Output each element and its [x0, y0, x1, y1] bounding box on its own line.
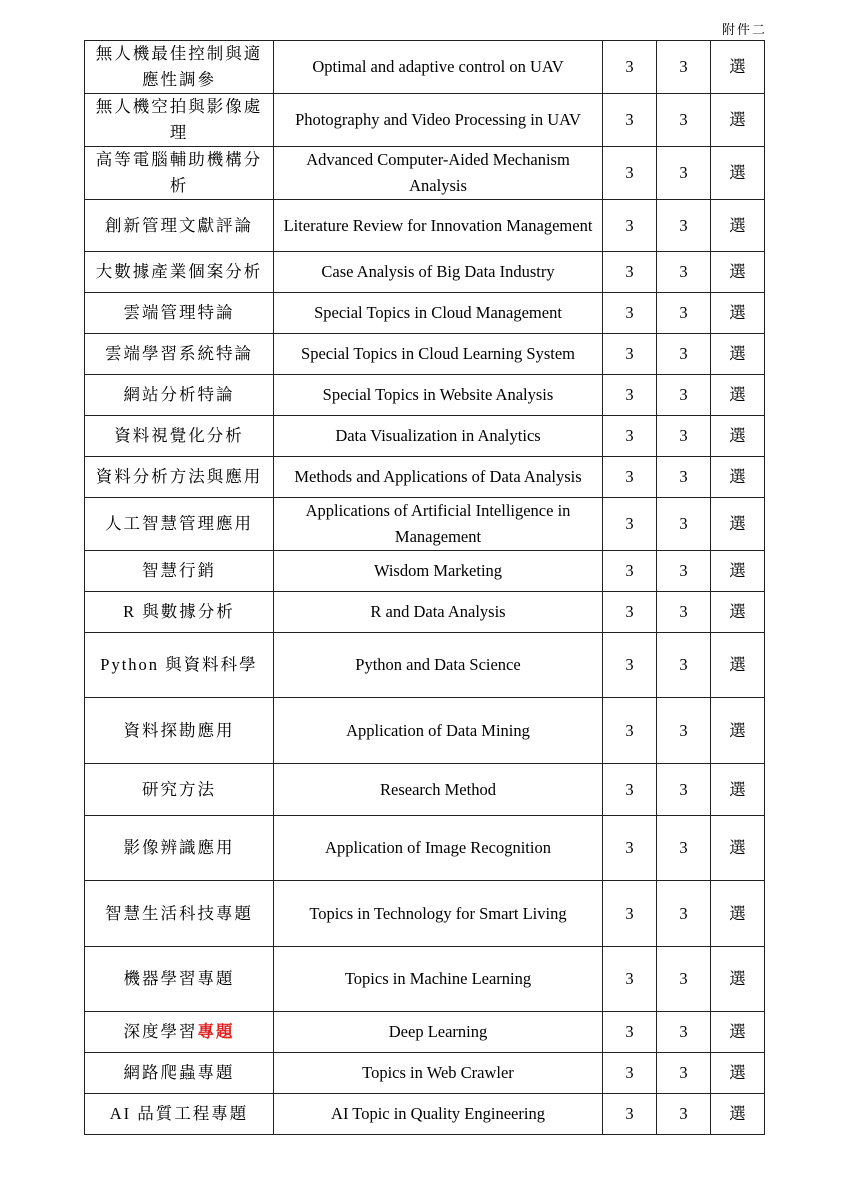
- course-type-cell: 選: [711, 375, 765, 416]
- course-name-zh: 雲端管理特論: [85, 293, 274, 334]
- course-name-en: Case Analysis of Big Data Industry: [274, 252, 603, 293]
- course-name-zh: 高等電腦輔助機構分析: [85, 147, 274, 200]
- course-type-cell: 選: [711, 551, 765, 592]
- hours-cell: 3: [657, 334, 711, 375]
- course-type-cell: 選: [711, 147, 765, 200]
- hours-cell: 3: [657, 416, 711, 457]
- credits-cell: 3: [603, 633, 657, 698]
- course-name-en: Special Topics in Cloud Learning System: [274, 334, 603, 375]
- course-name-en: Optimal and adaptive control on UAV: [274, 41, 603, 94]
- course-name-en: AI Topic in Quality Engineering: [274, 1094, 603, 1135]
- hours-cell: 3: [657, 498, 711, 551]
- table-row: [85, 1012, 765, 1053]
- course-name-zh: AI 品質工程專題: [85, 1094, 274, 1135]
- course-name-zh: 研究方法: [85, 764, 274, 816]
- credits-cell: 3: [603, 375, 657, 416]
- course-name-zh: 智慧行銷: [85, 551, 274, 592]
- hours-cell: 3: [657, 633, 711, 698]
- course-name-zh: R 與數據分析: [85, 592, 274, 633]
- course-type-cell: 選: [711, 698, 765, 764]
- course-name-zh-main: 深度學習: [123, 1022, 198, 1041]
- hours-cell: 3: [657, 94, 711, 147]
- credits-cell: 3: [603, 498, 657, 551]
- course-name-en: Python and Data Science: [274, 633, 603, 698]
- credits-cell: 3: [603, 1012, 657, 1053]
- table-row: [85, 457, 765, 498]
- credits-cell: 3: [603, 293, 657, 334]
- course-type-cell: 選: [711, 1012, 765, 1053]
- hours-cell: 3: [657, 764, 711, 816]
- credits-cell: 3: [603, 698, 657, 764]
- course-name-en: Special Topics in Website Analysis: [274, 375, 603, 416]
- credits-cell: 3: [603, 200, 657, 252]
- hours-cell: 3: [657, 252, 711, 293]
- course-name-zh: Python 與資料科學: [85, 633, 274, 698]
- hours-cell: 3: [657, 1094, 711, 1135]
- course-name-zh-highlight: 專題: [197, 1022, 235, 1041]
- credits-cell: 3: [603, 94, 657, 147]
- credits-cell: 3: [603, 41, 657, 94]
- table-row: [85, 1053, 765, 1094]
- hours-cell: 3: [657, 592, 711, 633]
- credits-cell: 3: [603, 816, 657, 881]
- course-name-en: Application of Image Recognition: [274, 816, 603, 881]
- course-type-cell: 選: [711, 816, 765, 881]
- table-row: [85, 41, 765, 94]
- course-name-zh: 雲端學習系統特論: [85, 334, 274, 375]
- table-row: [85, 633, 765, 698]
- table-row: [85, 293, 765, 334]
- table-row: [85, 416, 765, 457]
- hours-cell: 3: [657, 457, 711, 498]
- course-name-en: Advanced Computer-Aided Mechanism Analysis: [274, 147, 603, 200]
- course-type-cell: 選: [711, 94, 765, 147]
- course-type-cell: 選: [711, 633, 765, 698]
- credits-cell: 3: [603, 147, 657, 200]
- course-name-zh: 網站分析特論: [85, 375, 274, 416]
- credits-cell: 3: [603, 947, 657, 1012]
- hours-cell: 3: [657, 947, 711, 1012]
- course-table: [84, 40, 765, 1135]
- course-name-en: Research Method: [274, 764, 603, 816]
- table-row: [85, 147, 765, 200]
- credits-cell: 3: [603, 252, 657, 293]
- course-name-zh: 資料分析方法與應用: [85, 457, 274, 498]
- table-row: [85, 200, 765, 252]
- course-type-cell: 選: [711, 334, 765, 375]
- hours-cell: 3: [657, 1012, 711, 1053]
- table-row: [85, 498, 765, 551]
- hours-cell: 3: [657, 293, 711, 334]
- course-name-zh: 無人機最佳控制與適應性調參: [85, 41, 274, 94]
- course-name-en: Data Visualization in Analytics: [274, 416, 603, 457]
- credits-cell: 3: [603, 592, 657, 633]
- attachment-label: 附件二: [721, 22, 767, 37]
- hours-cell: 3: [657, 816, 711, 881]
- course-name-en: R and Data Analysis: [274, 592, 603, 633]
- table-row: [85, 334, 765, 375]
- hours-cell: 3: [657, 881, 711, 947]
- course-name-en: Topics in Technology for Smart Living: [274, 881, 603, 947]
- table-row: [85, 881, 765, 947]
- credits-cell: 3: [603, 764, 657, 816]
- table-row: [85, 816, 765, 881]
- course-name-en: Photography and Video Processing in UAV: [274, 94, 603, 147]
- course-type-cell: 選: [711, 498, 765, 551]
- credits-cell: 3: [603, 551, 657, 592]
- course-name-zh: 機器學習專題: [85, 947, 274, 1012]
- course-name-zh: 無人機空拍與影像處理: [85, 94, 274, 147]
- course-type-cell: 選: [711, 200, 765, 252]
- course-name-en: Topics in Machine Learning: [274, 947, 603, 1012]
- course-type-cell: 選: [711, 457, 765, 498]
- course-type-cell: 選: [711, 947, 765, 1012]
- table-row: [85, 375, 765, 416]
- course-name-zh: 資料視覺化分析: [85, 416, 274, 457]
- table-row: [85, 94, 765, 147]
- table-row: [85, 1094, 765, 1135]
- course-name-zh: 大數據產業個案分析: [85, 252, 274, 293]
- course-type-cell: 選: [711, 41, 765, 94]
- course-type-cell: 選: [711, 293, 765, 334]
- course-type-cell: 選: [711, 764, 765, 816]
- credits-cell: 3: [603, 1053, 657, 1094]
- course-name-zh: 人工智慧管理應用: [85, 498, 274, 551]
- table-row: [85, 698, 765, 764]
- credits-cell: 3: [603, 416, 657, 457]
- course-type-cell: 選: [711, 881, 765, 947]
- credits-cell: 3: [603, 334, 657, 375]
- course-name-zh: 影像辨識應用: [85, 816, 274, 881]
- table-row: [85, 764, 765, 816]
- hours-cell: 3: [657, 551, 711, 592]
- course-name-en: Topics in Web Crawler: [274, 1053, 603, 1094]
- table-row: [85, 551, 765, 592]
- course-type-cell: 選: [711, 252, 765, 293]
- table-row: [85, 252, 765, 293]
- course-type-cell: 選: [711, 1053, 765, 1094]
- course-name-zh: 資料探勘應用: [85, 698, 274, 764]
- course-name-zh: [85, 1012, 274, 1053]
- credits-cell: 3: [603, 1094, 657, 1135]
- course-name-en: Methods and Applications of Data Analysis: [274, 457, 603, 498]
- table-row: [85, 947, 765, 1012]
- credits-cell: 3: [603, 457, 657, 498]
- hours-cell: 3: [657, 375, 711, 416]
- course-name-en: Applications of Artificial Intelligence in Management: [274, 498, 603, 551]
- course-name-en: Special Topics in Cloud Management: [274, 293, 603, 334]
- credits-cell: 3: [603, 881, 657, 947]
- course-name-zh: 網路爬蟲專題: [85, 1053, 274, 1094]
- course-name-en: Literature Review for Innovation Management: [274, 200, 603, 252]
- course-type-cell: 選: [711, 592, 765, 633]
- hours-cell: 3: [657, 200, 711, 252]
- course-type-cell: 選: [711, 1094, 765, 1135]
- course-name-zh: 創新管理文獻評論: [85, 200, 274, 252]
- table-row: [85, 592, 765, 633]
- hours-cell: 3: [657, 147, 711, 200]
- course-type-cell: 選: [711, 416, 765, 457]
- course-name-en: Deep Learning: [274, 1012, 603, 1053]
- hours-cell: 3: [657, 698, 711, 764]
- course-name-en: Wisdom Marketing: [274, 551, 603, 592]
- course-name-en: Application of Data Mining: [274, 698, 603, 764]
- hours-cell: 3: [657, 41, 711, 94]
- course-name-zh: 智慧生活科技專題: [85, 881, 274, 947]
- hours-cell: 3: [657, 1053, 711, 1094]
